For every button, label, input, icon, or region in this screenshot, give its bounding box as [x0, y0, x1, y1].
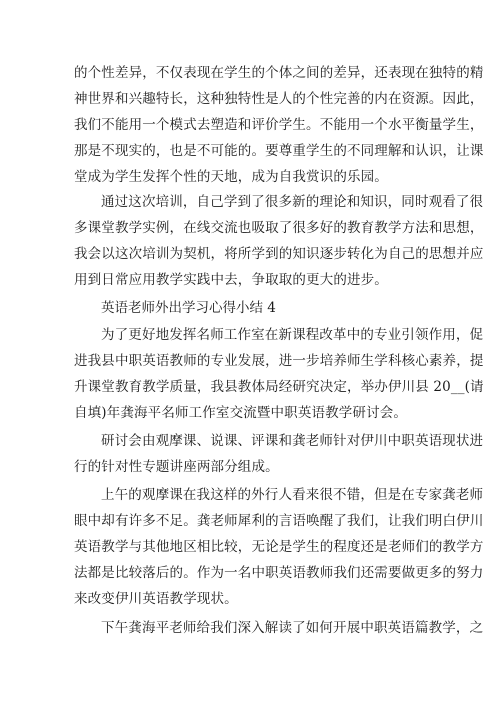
- text-line: 自填)年龚海平名师工作室交流暨中职英语教学研讨会。: [74, 405, 408, 421]
- paragraph-5: [74, 482, 484, 612]
- text-line: 多课堂教学实例，在线交流也吸取了很多好的教育教学方法和思想，: [74, 220, 484, 236]
- paragraph-4: [74, 428, 484, 480]
- text-line: 进我县中职英语教师的专业发展，进一步培养师生学科核心素养，提: [74, 353, 484, 369]
- text-line: 行的针对性专题讲座两部分组成。: [74, 459, 279, 475]
- text-line: 堂成为学生发挥个性的天地，成为自我赏识的乐园。: [74, 169, 388, 185]
- text-line: 那是不现实的，也是不可能的。要尊重学生的不同理解和认识，让课: [74, 143, 484, 159]
- text-line: 为了更好地发挥名师工作室在新课程改革中的专业引领作用，促: [101, 327, 484, 343]
- paragraph-3: [74, 322, 484, 426]
- text-line: 眼中却有许多不足。龚老师犀利的言语唤醒了我们，让我们明白伊川: [74, 513, 484, 529]
- text-line: 我会以这次培训为契机，将所学到的知识逐步转化为自己的思想并应: [74, 246, 484, 262]
- text-line: 升课堂教育教学质量，我县教体局经研究决定，举办伊川县 20__(请: [74, 379, 484, 395]
- text-line: 通过这次培训，自己学到了很多新的理论和知识，同时观看了很: [101, 194, 484, 210]
- paragraph-6: [74, 615, 484, 641]
- text-line: 上午的观摩课在我这样的外行人看来很不错，但是在专家龚老师: [101, 487, 484, 503]
- text-line: 神世界和兴趣特长，这种独特性是人的个性完善的内在资源。因此，: [74, 91, 484, 107]
- text-line: 法都是比较落后的。作为一名中职英语教师我们还需要做更多的努力: [74, 565, 484, 581]
- paragraph-1: [74, 60, 484, 190]
- text-line: 我们不能用一个模式去塑造和评价学生。不能用一个水平衡量学生，: [74, 117, 484, 133]
- text-line: 来改变伊川英语教学现状。: [74, 591, 238, 607]
- paragraph-2: [74, 189, 484, 293]
- text-line: 下午龚海平老师给我们深入解读了如何开展中职英语篇教学，之: [101, 620, 484, 636]
- text-line: 的个性差异，不仅表现在学生的个体之间的差异，还表现在独特的精: [74, 65, 484, 81]
- text-line: 用到日常应用教学实践中去，争取取的更大的进步。: [74, 272, 388, 288]
- text-line: 研讨会由观摩课、说课、评课和龚老师针对伊川中职英语现状进: [101, 433, 484, 449]
- section-heading: 英语老师外出学习心得小结 4: [101, 300, 276, 316]
- text-line: 英语教学与其他地区相比较，无论是学生的程度还是老师们的教学方: [74, 539, 484, 555]
